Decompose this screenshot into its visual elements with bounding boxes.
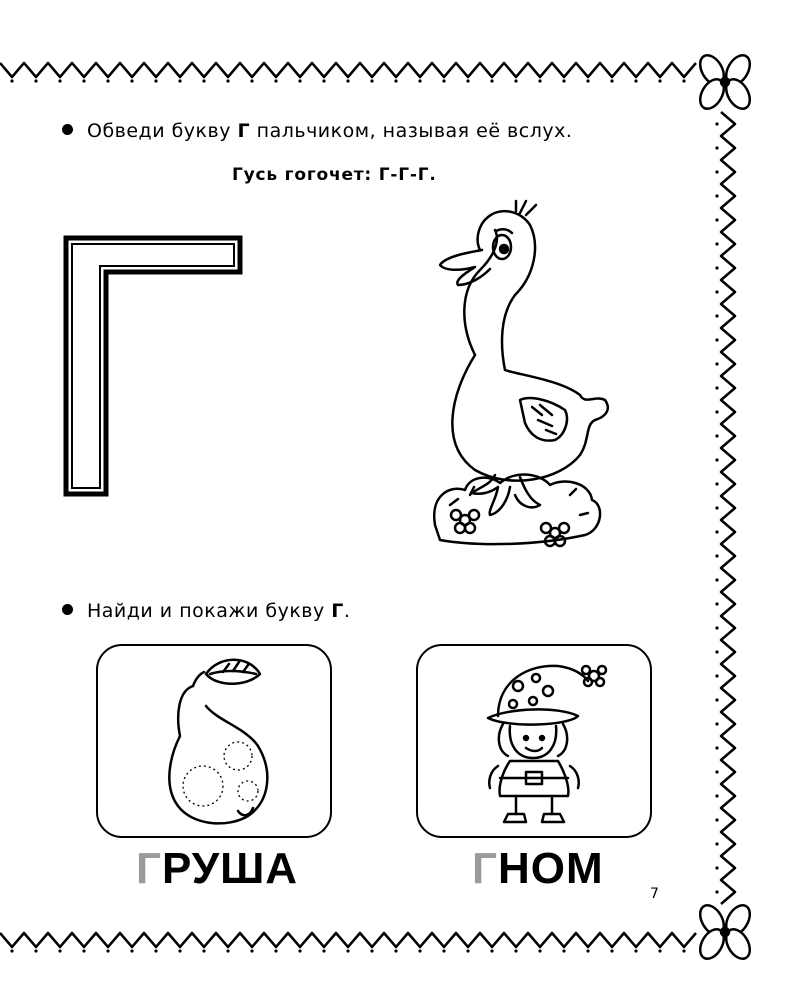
pear-icon — [98, 646, 330, 836]
letter-ge-trace-outline — [60, 232, 250, 502]
pear-card — [96, 644, 332, 838]
gnome-icon — [418, 646, 650, 836]
find-instruction: Найди и покажи букву Г. — [62, 600, 350, 622]
word-first-letter: Г — [136, 844, 162, 893]
trace-instruction: Обведи букву Г пальчиком, называя её вслух. — [62, 120, 572, 142]
page-number: 7 — [650, 886, 659, 902]
goose-icon — [420, 195, 620, 555]
bullet-icon — [62, 604, 73, 615]
word-first-letter: Г — [472, 844, 498, 893]
word-rest: РУША — [161, 844, 299, 893]
word-grusha — [136, 844, 298, 894]
word-rest: НОМ — [497, 844, 604, 893]
goose-sound-subtitle: Гусь гогочет: Г-Г-Г. — [232, 165, 437, 185]
corner-flower-bottom-icon — [695, 901, 754, 963]
bullet-icon — [62, 124, 73, 135]
gnome-card — [416, 644, 652, 838]
corner-flower-top-icon — [695, 51, 754, 113]
word-gnom — [472, 844, 604, 894]
